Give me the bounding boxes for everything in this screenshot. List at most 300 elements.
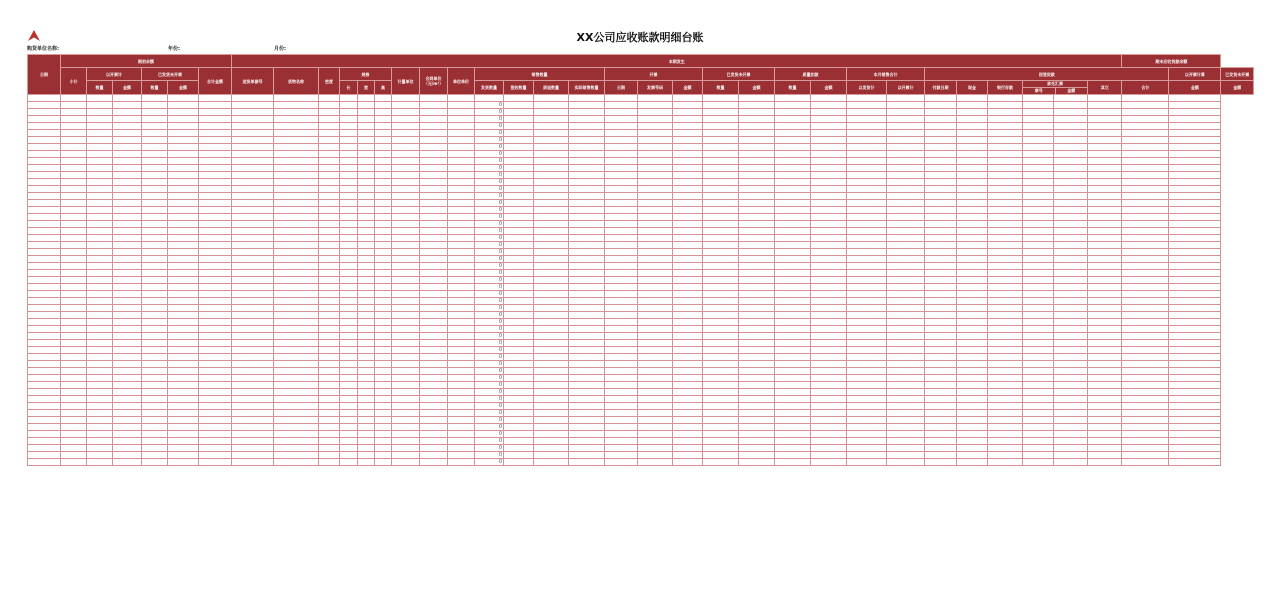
table-cell[interactable] — [673, 95, 703, 102]
table-cell[interactable] — [811, 305, 847, 312]
table-cell[interactable] — [199, 459, 232, 466]
table-cell[interactable] — [61, 123, 87, 130]
table-cell[interactable] — [61, 256, 87, 263]
table-cell[interactable] — [358, 382, 375, 389]
table-cell[interactable] — [1169, 263, 1221, 270]
table-cell[interactable] — [504, 396, 534, 403]
table-cell[interactable] — [199, 116, 232, 123]
table-cell[interactable] — [887, 116, 925, 123]
table-cell[interactable] — [605, 277, 638, 284]
table-cell[interactable] — [199, 123, 232, 130]
table-cell[interactable] — [1122, 354, 1169, 361]
table-cell[interactable] — [274, 144, 319, 151]
table-cell[interactable] — [274, 431, 319, 438]
table-cell[interactable] — [775, 109, 811, 116]
table-cell[interactable] — [1088, 242, 1122, 249]
table-cell[interactable] — [534, 172, 569, 179]
table-cell[interactable] — [1054, 151, 1088, 158]
table-cell[interactable] — [1169, 354, 1221, 361]
table-cell[interactable] — [739, 438, 775, 445]
table-cell[interactable] — [358, 452, 375, 459]
table-cell[interactable] — [28, 389, 61, 396]
table-cell[interactable] — [61, 102, 87, 109]
table-cell[interactable] — [673, 193, 703, 200]
table-cell[interactable] — [988, 179, 1023, 186]
table-cell[interactable] — [420, 95, 448, 102]
table-cell[interactable] — [739, 319, 775, 326]
table-cell[interactable] — [1088, 228, 1122, 235]
table-cell[interactable] — [638, 214, 673, 221]
table-cell[interactable] — [340, 221, 358, 228]
table-cell[interactable] — [319, 263, 340, 270]
table-cell[interactable] — [673, 382, 703, 389]
table-cell[interactable] — [957, 130, 988, 137]
table-cell[interactable] — [703, 109, 739, 116]
table-cell[interactable] — [199, 284, 232, 291]
table-cell[interactable] — [232, 95, 274, 102]
table-cell[interactable] — [61, 459, 87, 466]
table-cell[interactable] — [988, 354, 1023, 361]
table-cell[interactable] — [988, 144, 1023, 151]
table-cell[interactable] — [475, 95, 504, 102]
table-cell[interactable] — [28, 291, 61, 298]
table-cell[interactable] — [392, 445, 420, 452]
table-cell[interactable] — [448, 172, 475, 179]
table-cell[interactable] — [28, 109, 61, 116]
table-cell[interactable] — [811, 102, 847, 109]
table-cell[interactable] — [638, 172, 673, 179]
table-cell[interactable] — [113, 137, 142, 144]
table-cell[interactable] — [168, 179, 199, 186]
table-cell[interactable] — [1088, 361, 1122, 368]
table-cell[interactable] — [358, 165, 375, 172]
table-cell[interactable] — [232, 151, 274, 158]
table-cell[interactable] — [811, 452, 847, 459]
table-cell[interactable] — [358, 277, 375, 284]
actual-sales-qty-cell[interactable]: 0 — [475, 389, 504, 396]
table-cell[interactable] — [605, 214, 638, 221]
table-cell[interactable] — [847, 151, 887, 158]
table-cell[interactable] — [87, 270, 113, 277]
table-cell[interactable] — [319, 270, 340, 277]
table-cell[interactable] — [1169, 165, 1221, 172]
table-cell[interactable] — [375, 382, 392, 389]
table-cell[interactable] — [534, 445, 569, 452]
table-cell[interactable] — [113, 340, 142, 347]
table-cell[interactable] — [703, 200, 739, 207]
table-cell[interactable] — [957, 291, 988, 298]
table-cell[interactable] — [569, 200, 605, 207]
table-cell[interactable] — [569, 270, 605, 277]
table-cell[interactable] — [673, 431, 703, 438]
table-cell[interactable] — [739, 137, 775, 144]
table-cell[interactable] — [638, 277, 673, 284]
table-cell[interactable] — [569, 221, 605, 228]
table-cell[interactable] — [319, 144, 340, 151]
table-cell[interactable] — [168, 193, 199, 200]
table-cell[interactable] — [1122, 431, 1169, 438]
table-cell[interactable] — [703, 256, 739, 263]
table-cell[interactable] — [87, 389, 113, 396]
table-cell[interactable] — [703, 354, 739, 361]
table-cell[interactable] — [925, 284, 957, 291]
table-cell[interactable] — [232, 228, 274, 235]
table-cell[interactable] — [925, 158, 957, 165]
table-cell[interactable] — [168, 291, 199, 298]
table-cell[interactable] — [1122, 158, 1169, 165]
table-cell[interactable] — [358, 151, 375, 158]
table-cell[interactable] — [775, 151, 811, 158]
table-cell[interactable] — [340, 459, 358, 466]
table-cell[interactable] — [199, 214, 232, 221]
table-cell[interactable] — [925, 200, 957, 207]
table-cell[interactable] — [638, 228, 673, 235]
table-cell[interactable] — [739, 179, 775, 186]
table-cell[interactable] — [358, 347, 375, 354]
table-cell[interactable] — [232, 431, 274, 438]
table-cell[interactable] — [1088, 347, 1122, 354]
table-cell[interactable] — [232, 102, 274, 109]
table-cell[interactable] — [988, 270, 1023, 277]
table-cell[interactable] — [534, 242, 569, 249]
table-cell[interactable] — [775, 389, 811, 396]
table-cell[interactable] — [28, 165, 61, 172]
table-cell[interactable] — [605, 270, 638, 277]
table-cell[interactable] — [504, 102, 534, 109]
table-cell[interactable] — [1088, 312, 1122, 319]
table-cell[interactable] — [775, 424, 811, 431]
table-cell[interactable] — [61, 95, 87, 102]
table-cell[interactable] — [375, 235, 392, 242]
table-cell[interactable] — [703, 375, 739, 382]
table-cell[interactable] — [569, 347, 605, 354]
table-cell[interactable] — [1023, 151, 1054, 158]
table-cell[interactable] — [988, 137, 1023, 144]
table-cell[interactable] — [61, 221, 87, 228]
table-cell[interactable] — [375, 249, 392, 256]
table-cell[interactable] — [87, 417, 113, 424]
table-cell[interactable] — [638, 410, 673, 417]
table-cell[interactable] — [988, 200, 1023, 207]
table-cell[interactable] — [847, 277, 887, 284]
table-cell[interactable] — [358, 403, 375, 410]
actual-sales-qty-cell[interactable]: 0 — [475, 403, 504, 410]
table-cell[interactable] — [504, 158, 534, 165]
table-cell[interactable] — [375, 207, 392, 214]
table-cell[interactable] — [232, 130, 274, 137]
table-cell[interactable] — [232, 375, 274, 382]
table-cell[interactable] — [925, 361, 957, 368]
table-cell[interactable] — [957, 410, 988, 417]
table-cell[interactable] — [811, 228, 847, 235]
table-cell[interactable] — [358, 221, 375, 228]
table-cell[interactable] — [420, 284, 448, 291]
table-cell[interactable] — [448, 284, 475, 291]
table-cell[interactable] — [739, 158, 775, 165]
table-cell[interactable] — [638, 179, 673, 186]
table-cell[interactable] — [358, 431, 375, 438]
table-cell[interactable] — [274, 214, 319, 221]
table-cell[interactable] — [448, 438, 475, 445]
table-cell[interactable] — [847, 445, 887, 452]
table-cell[interactable] — [142, 123, 168, 130]
table-cell[interactable] — [887, 452, 925, 459]
table-cell[interactable] — [957, 151, 988, 158]
table-cell[interactable] — [569, 123, 605, 130]
table-cell[interactable] — [420, 347, 448, 354]
table-cell[interactable] — [811, 242, 847, 249]
table-cell[interactable] — [1122, 221, 1169, 228]
table-cell[interactable] — [988, 130, 1023, 137]
table-cell[interactable] — [534, 277, 569, 284]
table-cell[interactable] — [847, 361, 887, 368]
table-cell[interactable] — [113, 452, 142, 459]
table-cell[interactable] — [142, 361, 168, 368]
table-cell[interactable] — [1023, 452, 1054, 459]
table-cell[interactable] — [168, 445, 199, 452]
table-cell[interactable] — [1023, 172, 1054, 179]
table-cell[interactable] — [358, 312, 375, 319]
table-cell[interactable] — [319, 109, 340, 116]
table-cell[interactable] — [274, 410, 319, 417]
table-cell[interactable] — [28, 277, 61, 284]
table-cell[interactable] — [1122, 116, 1169, 123]
table-cell[interactable] — [87, 347, 113, 354]
table-cell[interactable] — [605, 396, 638, 403]
table-cell[interactable] — [1023, 263, 1054, 270]
table-cell[interactable] — [1023, 410, 1054, 417]
table-cell[interactable] — [638, 144, 673, 151]
table-cell[interactable] — [887, 445, 925, 452]
table-cell[interactable] — [1054, 291, 1088, 298]
table-cell[interactable] — [28, 179, 61, 186]
table-cell[interactable] — [775, 270, 811, 277]
table-cell[interactable] — [847, 207, 887, 214]
table-cell[interactable] — [87, 207, 113, 214]
actual-sales-qty-cell[interactable]: 0 — [475, 368, 504, 375]
table-cell[interactable] — [1054, 403, 1088, 410]
table-cell[interactable] — [957, 193, 988, 200]
table-cell[interactable] — [847, 130, 887, 137]
table-cell[interactable] — [142, 375, 168, 382]
table-cell[interactable] — [925, 305, 957, 312]
table-cell[interactable] — [569, 375, 605, 382]
table-cell[interactable] — [1054, 354, 1088, 361]
table-cell[interactable] — [569, 291, 605, 298]
table-cell[interactable] — [1054, 298, 1088, 305]
table-cell[interactable] — [1023, 109, 1054, 116]
table-cell[interactable] — [811, 109, 847, 116]
table-cell[interactable] — [569, 165, 605, 172]
table-cell[interactable] — [232, 340, 274, 347]
table-cell[interactable] — [340, 410, 358, 417]
table-cell[interactable] — [28, 158, 61, 165]
table-cell[interactable] — [605, 256, 638, 263]
table-cell[interactable] — [232, 242, 274, 249]
table-cell[interactable] — [420, 228, 448, 235]
table-cell[interactable] — [448, 200, 475, 207]
table-cell[interactable] — [168, 417, 199, 424]
table-cell[interactable] — [420, 354, 448, 361]
table-cell[interactable] — [420, 172, 448, 179]
table-cell[interactable] — [847, 368, 887, 375]
table-cell[interactable] — [1088, 179, 1122, 186]
table-cell[interactable] — [168, 158, 199, 165]
table-cell[interactable] — [847, 312, 887, 319]
table-cell[interactable] — [199, 144, 232, 151]
table-cell[interactable] — [358, 116, 375, 123]
table-cell[interactable] — [375, 165, 392, 172]
table-cell[interactable] — [504, 438, 534, 445]
table-cell[interactable] — [28, 123, 61, 130]
table-cell[interactable] — [605, 361, 638, 368]
table-cell[interactable] — [534, 452, 569, 459]
table-cell[interactable] — [199, 179, 232, 186]
table-cell[interactable] — [673, 284, 703, 291]
table-cell[interactable] — [569, 298, 605, 305]
table-cell[interactable] — [375, 228, 392, 235]
table-cell[interactable] — [1023, 291, 1054, 298]
table-cell[interactable] — [504, 305, 534, 312]
table-cell[interactable] — [232, 354, 274, 361]
table-cell[interactable] — [319, 200, 340, 207]
table-cell[interactable] — [847, 263, 887, 270]
table-cell[interactable] — [113, 431, 142, 438]
table-cell[interactable] — [319, 284, 340, 291]
table-cell[interactable] — [534, 130, 569, 137]
table-cell[interactable] — [504, 193, 534, 200]
table-cell[interactable] — [274, 109, 319, 116]
table-cell[interactable] — [703, 403, 739, 410]
table-cell[interactable] — [504, 249, 534, 256]
table-cell[interactable] — [673, 459, 703, 466]
table-cell[interactable] — [1088, 277, 1122, 284]
table-cell[interactable] — [739, 368, 775, 375]
table-cell[interactable] — [988, 396, 1023, 403]
table-cell[interactable] — [847, 389, 887, 396]
table-cell[interactable] — [1122, 207, 1169, 214]
table-cell[interactable] — [87, 256, 113, 263]
table-cell[interactable] — [113, 102, 142, 109]
table-cell[interactable] — [504, 235, 534, 242]
table-cell[interactable] — [925, 389, 957, 396]
table-cell[interactable] — [957, 123, 988, 130]
table-cell[interactable] — [87, 438, 113, 445]
table-cell[interactable] — [1169, 137, 1221, 144]
table-cell[interactable] — [847, 396, 887, 403]
actual-sales-qty-cell[interactable]: 0 — [475, 193, 504, 200]
table-cell[interactable] — [957, 389, 988, 396]
table-cell[interactable] — [957, 221, 988, 228]
table-cell[interactable] — [605, 424, 638, 431]
table-cell[interactable] — [61, 263, 87, 270]
table-cell[interactable] — [61, 144, 87, 151]
table-cell[interactable] — [703, 389, 739, 396]
table-cell[interactable] — [340, 333, 358, 340]
table-cell[interactable] — [703, 130, 739, 137]
table-cell[interactable] — [1169, 396, 1221, 403]
table-cell[interactable] — [1023, 158, 1054, 165]
table-cell[interactable] — [375, 312, 392, 319]
table-cell[interactable] — [375, 123, 392, 130]
table-cell[interactable] — [1023, 256, 1054, 263]
table-cell[interactable] — [142, 403, 168, 410]
table-cell[interactable] — [392, 109, 420, 116]
table-cell[interactable] — [1088, 305, 1122, 312]
table-cell[interactable] — [142, 291, 168, 298]
table-cell[interactable] — [534, 186, 569, 193]
table-cell[interactable] — [504, 312, 534, 319]
table-cell[interactable] — [957, 382, 988, 389]
table-cell[interactable] — [274, 291, 319, 298]
table-cell[interactable] — [168, 333, 199, 340]
table-cell[interactable] — [504, 270, 534, 277]
table-cell[interactable] — [1054, 207, 1088, 214]
table-cell[interactable] — [673, 172, 703, 179]
actual-sales-qty-cell[interactable]: 0 — [475, 445, 504, 452]
table-cell[interactable] — [988, 109, 1023, 116]
table-cell[interactable] — [504, 214, 534, 221]
table-cell[interactable] — [847, 382, 887, 389]
table-cell[interactable] — [142, 326, 168, 333]
table-cell[interactable] — [534, 165, 569, 172]
table-cell[interactable] — [957, 459, 988, 466]
table-cell[interactable] — [319, 179, 340, 186]
actual-sales-qty-cell[interactable]: 0 — [475, 277, 504, 284]
table-cell[interactable] — [274, 102, 319, 109]
table-cell[interactable] — [168, 438, 199, 445]
table-cell[interactable] — [61, 200, 87, 207]
table-cell[interactable] — [199, 354, 232, 361]
table-cell[interactable] — [358, 270, 375, 277]
table-cell[interactable] — [638, 123, 673, 130]
table-cell[interactable] — [420, 270, 448, 277]
table-cell[interactable] — [392, 361, 420, 368]
table-cell[interactable] — [957, 452, 988, 459]
table-cell[interactable] — [569, 214, 605, 221]
table-cell[interactable] — [988, 431, 1023, 438]
table-cell[interactable] — [1169, 186, 1221, 193]
table-cell[interactable] — [392, 242, 420, 249]
table-cell[interactable] — [87, 144, 113, 151]
table-cell[interactable] — [703, 228, 739, 235]
table-cell[interactable] — [199, 438, 232, 445]
table-cell[interactable] — [232, 333, 274, 340]
table-cell[interactable] — [988, 319, 1023, 326]
table-cell[interactable] — [534, 417, 569, 424]
table-cell[interactable] — [673, 158, 703, 165]
table-cell[interactable] — [739, 396, 775, 403]
table-cell[interactable] — [605, 368, 638, 375]
table-cell[interactable] — [534, 235, 569, 242]
table-cell[interactable] — [274, 158, 319, 165]
table-cell[interactable] — [847, 375, 887, 382]
table-cell[interactable] — [142, 340, 168, 347]
table-cell[interactable] — [504, 368, 534, 375]
table-cell[interactable] — [569, 130, 605, 137]
table-cell[interactable] — [448, 333, 475, 340]
table-cell[interactable] — [274, 186, 319, 193]
table-cell[interactable] — [448, 396, 475, 403]
table-cell[interactable] — [1023, 298, 1054, 305]
table-cell[interactable] — [638, 403, 673, 410]
table-cell[interactable] — [448, 116, 475, 123]
table-cell[interactable] — [1054, 95, 1088, 102]
table-cell[interactable] — [673, 228, 703, 235]
table-cell[interactable] — [847, 431, 887, 438]
table-cell[interactable] — [988, 95, 1023, 102]
table-cell[interactable] — [199, 95, 232, 102]
